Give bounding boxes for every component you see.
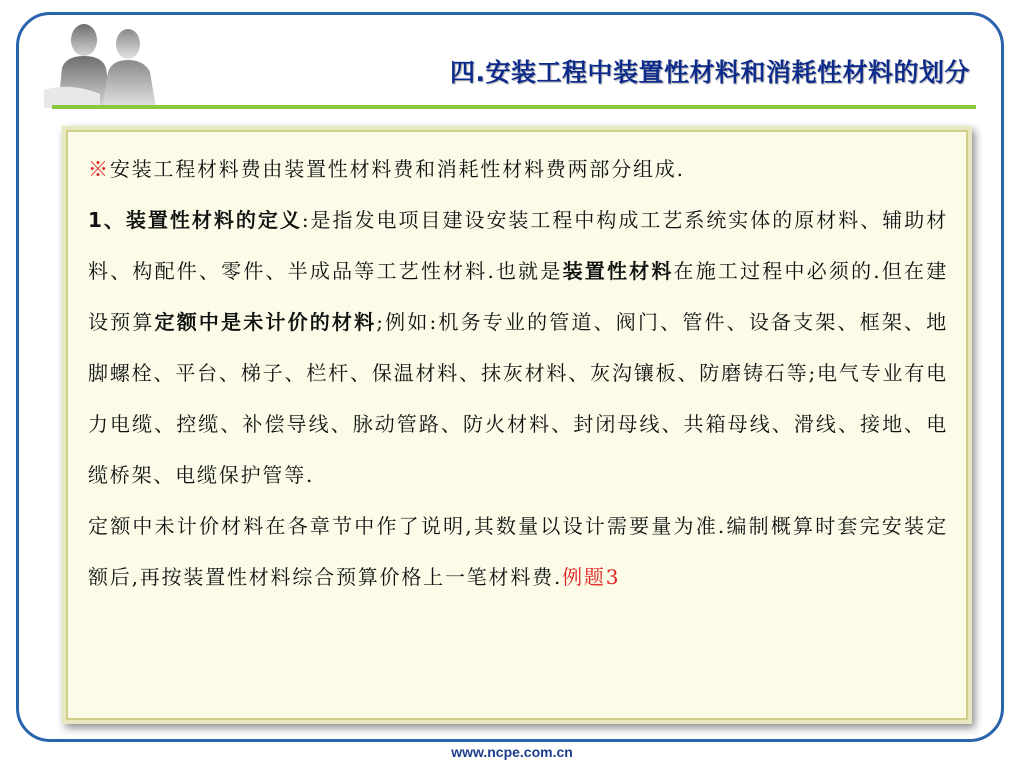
definition-emphasis: 定额中是未计价的材料 xyxy=(154,310,377,334)
definition-text-3: ;例如:机务专业的管道、阀门、管件、设备支架、框架、地脚螺栓、平台、梯子、栏杆、保温材料、抹灰材料、灰沟镶板、防磨铸石等;电气专业有电力电缆、控缆、补偿导线、脉动管路、防火材料、封闭母线、共箱母线、滑线、接地、电缆桥架、电缆保护管等. xyxy=(88,310,949,487)
body-text xyxy=(88,144,948,603)
footer-url: www.ncpe.com.cn xyxy=(451,744,573,760)
definition-term-2: 装置性材料 xyxy=(562,259,674,283)
note-paragraph xyxy=(88,501,948,603)
intro-text: 安装工程材料费由装置性材料费和消耗性材料费两部分组成. xyxy=(109,157,685,181)
business-people-icon xyxy=(40,20,180,108)
definition-colon: : xyxy=(301,208,311,232)
example-link[interactable]: 例题3 xyxy=(562,565,621,589)
definition-number: 1、 xyxy=(88,208,126,232)
definition-text-2: 在施工过程中必须的.但在建设预算 xyxy=(88,259,949,334)
definition-paragraph xyxy=(88,195,948,501)
note-text: 定额中未计价材料在各章节中作了说明,其数量以设计需要量为准.编制概算时套完安装定额后,再按装置性材料综合预算价格上一笔材料费. xyxy=(88,514,948,589)
reference-mark-icon: ※ xyxy=(88,157,110,181)
definition-term: 装置性材料的定义 xyxy=(125,208,302,232)
content-box xyxy=(66,130,968,720)
slide-title: 四.安装工程中装置性材料和消耗性材料的划分 xyxy=(450,58,970,87)
title-underline xyxy=(52,105,976,109)
intro-paragraph xyxy=(88,144,948,195)
definition-text-1: 是指发电项目建设安装工程中构成工艺系统实体的原材料、辅助材料、构配件、零件、半成品等工艺性材料.也就是 xyxy=(88,208,948,283)
